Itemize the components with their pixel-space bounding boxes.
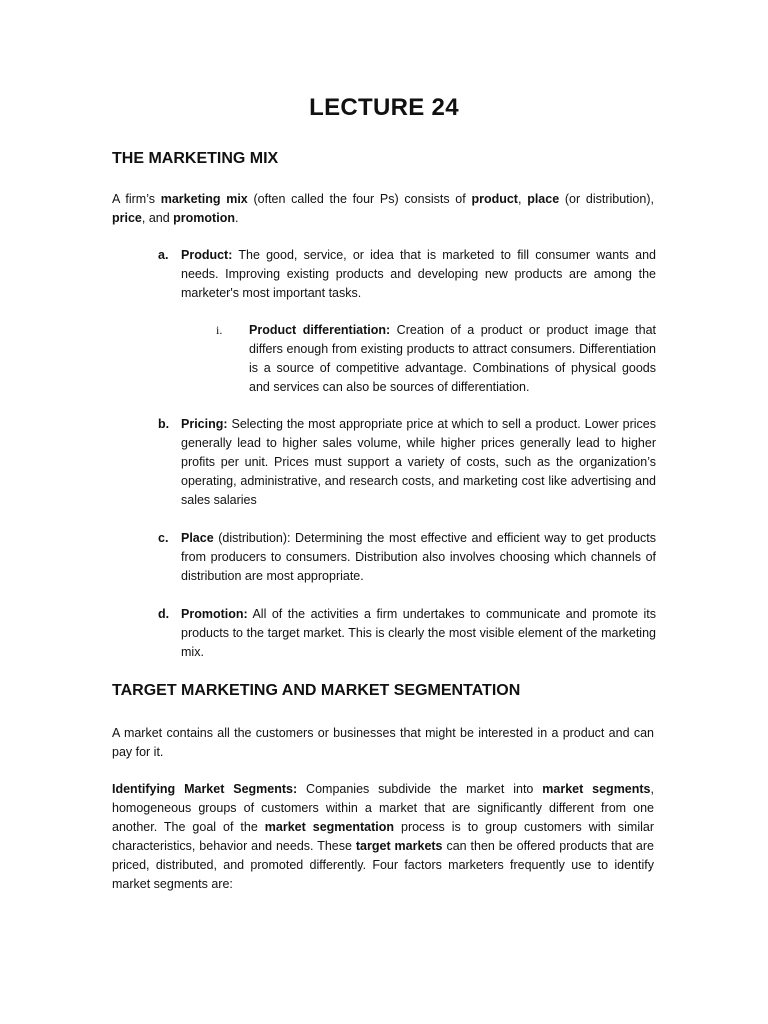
item-label: Product: [181, 248, 233, 262]
item-text: All of the activities a firm undertakes to communicate and promote its products to the target market. This is clearly the most visible element of the marketing mix. [181, 607, 656, 659]
item-label: Place [181, 531, 214, 545]
item-text: Selecting the most appropriate price at which to sell a product. Lower prices generally lead to higher sales volume, while higher prices generally lead to higher profits per unit. Prices must support a variety of costs, such as the organization’s operating, administrative, and research costs, and marketing cost like advertising and sales salaries [181, 417, 656, 507]
marketing-mix-intro: A firm’s marketing mix (often called the four Ps) consists of product, place (or distribution), price, and promotion. [112, 192, 654, 225]
lecture-title: LECTURE 24 [309, 94, 459, 121]
item-text: (distribution): Determining the most effective and efficient way to get products from producers to consumers. Distribution also involves choosing which channels of distribution are most appropriate. [181, 531, 656, 583]
list-item-product [158, 246, 656, 303]
item-label: Pricing: [181, 417, 228, 431]
list-marker: b. [158, 417, 170, 431]
section-heading-marketing-mix: THE MARKETING MIX [112, 150, 279, 167]
list-marker: d. [158, 607, 170, 621]
market-definition-paragraph: A market contains all the customers or businesses that might be interested in a product and can pay for it. [112, 726, 654, 759]
item-text: The good, service, or idea that is marketed to fill consumer wants and needs. Improving existing products and developing new products are among the marketer's most important tasks. [181, 248, 656, 300]
item-label: Promotion: [181, 607, 248, 621]
sub-list-item-product-differentiation [216, 321, 656, 397]
list-marker: c. [158, 531, 169, 545]
section-heading-target-marketing: TARGET MARKETING AND MARKET SEGMENTATION [112, 682, 521, 699]
list-item-place [158, 529, 656, 586]
list-marker: a. [158, 248, 169, 262]
list-item-promotion [158, 605, 656, 662]
market-segments-paragraph: Identifying Market Segments: Companies subdivide the market into market segments, homogeneous groups of customers within a market that are significantly different from one another. The goal of the market segmentation process is to group customers with similar characteristics, behavior and needs. These target markets can then be offered products that are priced, distributed, and promoted differently. Four factors marketers frequently use to identify market segments are: [112, 782, 655, 891]
sub-list-marker: i. [216, 323, 223, 337]
sub-item-label: Product differentiation: [249, 323, 391, 337]
sub-item-text: Creation of a product or product image that differs enough from existing products to attract consumers. Differentiation is a source of competitive advantage. Combinations of physical goods and services can also be sources of differentiation. [249, 323, 656, 394]
list-item-pricing [158, 415, 656, 510]
